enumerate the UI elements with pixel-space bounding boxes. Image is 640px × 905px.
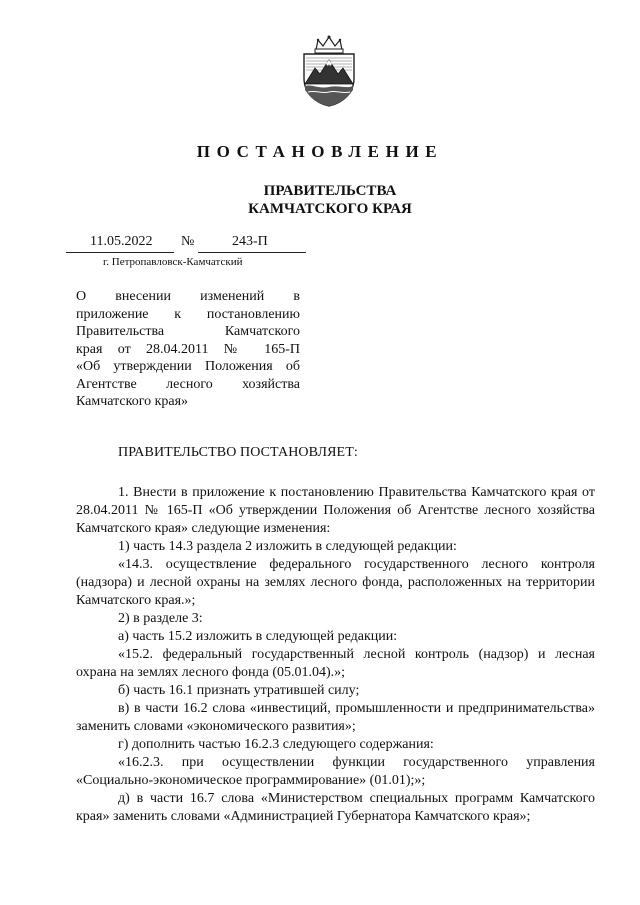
document-date: 11.05.2022 [90, 234, 153, 249]
subject-line: О внесении изменений в [76, 289, 300, 304]
issuer-line-2: КАМЧАТСКОГО КРАЯ [248, 201, 412, 217]
subject-block [76, 288, 300, 411]
document-type-title: ПОСТАНОВЛЕНИЕ [196, 142, 444, 161]
issuer-block [0, 182, 640, 218]
subject-line: края от 28.04.2011 № 165-П [76, 341, 300, 357]
kamchatka-coat-of-arms-icon [298, 34, 360, 108]
subject-line: «Об утверждении Положения об [76, 359, 300, 374]
document-number: 243-П [232, 234, 268, 249]
subject-line: Правительства Камчатского [76, 324, 300, 339]
city-line: г. Петропавловск-Камчатский [103, 256, 243, 268]
body-paragraph: а) часть 15.2 изложить в следующей редакции: [118, 629, 398, 644]
decree-line: ПРАВИТЕЛЬСТВО ПОСТАНОВЛЯЕТ: [118, 445, 358, 460]
number-sign: № [181, 234, 195, 249]
body-paragraph: б) часть 16.1 признать утратившей силу; [118, 683, 360, 698]
subject-line: Камчатского края» [76, 394, 189, 409]
body-paragraph: «16.2.3. при осуществлении функции государственного управления «Социально-экономическое программирование» (01.01);»; [76, 755, 595, 788]
body-paragraph: г) дополнить частью 16.2.3 следующего содержания: [118, 737, 434, 752]
date-underline [66, 252, 174, 253]
body-paragraph: 1. Внести в приложение к постановлению Правительства Камчатского края от 28.04.2011 № 165-П «Об утверждении Положения об Агентстве лесного хозяйства Камчатского края» следующие изменения: [76, 485, 595, 536]
body-paragraph: в) в части 16.2 слова «инвестиций, промышленности и предпринимательства» заменить словами «экономического развития»; [76, 701, 595, 734]
body-paragraph: д) в части 16.7 слова «Министерством специальных программ Камчатского края» заменить словами «Администрацией Губернатора Камчатского края»; [76, 791, 595, 824]
subject-line: Агентстве лесного хозяйства [76, 376, 300, 392]
subject-line: приложение к постановлению [76, 306, 300, 322]
body-paragraph: «14.3. осуществление федерального государственного лесного контроля (надзора) и лесной охраны на землях лесного фонда, расположенных на территории Камчатского края.»; [76, 557, 595, 608]
issuer-line-1: ПРАВИТЕЛЬСТВА [263, 183, 397, 199]
document-body [76, 484, 595, 826]
body-paragraph: «15.2. федеральный государственный лесной контроль (надзор) и лесная охрана на землях лесного фонда (05.01.04).»; [76, 647, 595, 680]
number-underline [198, 252, 306, 253]
body-paragraph: 1) часть 14.3 раздела 2 изложить в следующей редакции: [118, 539, 457, 554]
body-paragraph: 2) в разделе 3: [118, 611, 203, 626]
